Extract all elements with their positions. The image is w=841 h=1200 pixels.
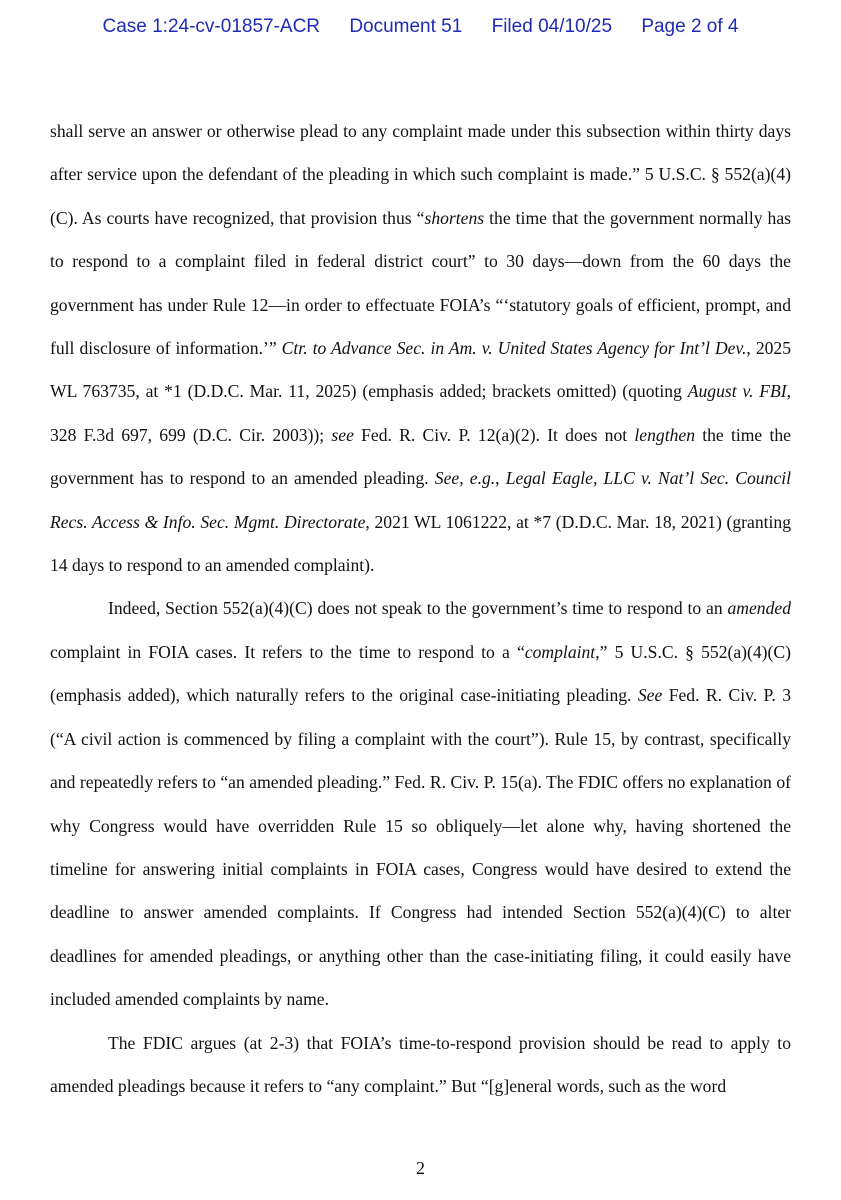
italic-text: complaint bbox=[524, 641, 596, 662]
text-run: Fed. R. Civ. P. 3 (“A civil action is commenced by filing a complaint with the court”). Rule 15, by contrast, specifically and repeatedly refers to “an amended pleading.” Fed. R. Civ. P. 15(a). The FDIC offers no explanation of why Congress would have overridden Rule 15 so obliquely—let alone why, having shortened the timeline for answering initial complaints in FOIA cases, Congress would have desired to extend the deadline to answer amended complaints. If Congress had intended Section 552(a)(4)(C) to alter deadlines for amended pleadings, or anything other than the case-initiating filing, it could easily have included amended complaints by name. bbox=[50, 685, 791, 1010]
filed-date: Filed 04/10/25 bbox=[491, 16, 613, 37]
page-number: 2 bbox=[416, 1158, 425, 1178]
italic-text: Ctr. to Advance Sec. in Am. v. United States Agency for Int’l Dev. bbox=[281, 338, 747, 359]
text-run: , bbox=[495, 468, 506, 489]
paragraph bbox=[50, 110, 791, 587]
ecf-header bbox=[0, 16, 841, 38]
text-run: , 328 F.3d 697, 699 (D.C. Cir. 2003)); bbox=[50, 381, 791, 445]
text-run: , 2025 WL 763735, at *1 (D.D.C. Mar. 11, 2025) (emphasis added; brackets omitted) (quoting bbox=[50, 338, 792, 402]
text-run: the time that the government normally has to respond to a complaint filed in federal district court” to 30 days—down from the 60 days the government has under Rule 12—in order to effectuate FOIA’s “‘statutory goals of efficient, prompt, and full disclosure of information.’” bbox=[50, 207, 791, 359]
document-body bbox=[50, 110, 791, 1108]
text-run: complaint in FOIA cases. It refers to the time to respond to a “ bbox=[50, 641, 525, 662]
paragraph bbox=[50, 587, 791, 1021]
italic-text: lengthen bbox=[634, 424, 695, 445]
text-run: Indeed, Section 552(a)(4)(C) does not speak to the government’s time to respond to an bbox=[108, 598, 728, 619]
italic-text: amended bbox=[727, 598, 791, 619]
italic-text: August v. FBI bbox=[687, 381, 787, 402]
italic-text: Legal Eagle, LLC v. Nat’l Sec. Council Recs. Access & Info. Sec. Mgmt. Directorate bbox=[50, 468, 791, 532]
case-number: Case 1:24-cv-01857-ACR bbox=[102, 16, 321, 37]
text-run: Fed. R. Civ. P. 12(a)(2). It does not bbox=[353, 424, 635, 445]
italic-text: See bbox=[637, 685, 663, 706]
page-indicator: Page 2 of 4 bbox=[641, 16, 739, 37]
document-number: Document 51 bbox=[349, 16, 463, 37]
text-run: shall serve an answer or otherwise plead to any complaint made under this subsection within thirty days after service upon the defendant of the pleading in which such complaint is made.” 5 U.S.C. § 552(a)(4)(C). As courts have recognized, that provision thus “ bbox=[50, 121, 791, 228]
paragraph bbox=[50, 1022, 791, 1109]
text-run: The FDIC argues (at 2-3) that FOIA’s time-to-respond provision should be read to apply to amended pleadings because it refers to “any complaint.” But “[g]eneral words, such as the word bbox=[50, 1032, 791, 1096]
text-run: ,” 5 U.S.C. § 552(a)(4)(C) (emphasis added), which naturally refers to the original case-initiating pleading. bbox=[50, 641, 791, 706]
italic-text: See, e.g. bbox=[434, 468, 496, 489]
text-run: , 2021 WL 1061222, at *7 (D.D.C. Mar. 18, 2021) (granting 14 days to respond to an amended complaint). bbox=[50, 511, 791, 576]
italic-text: shortens bbox=[424, 207, 485, 228]
italic-text: see bbox=[331, 424, 354, 445]
text-run: the time the government has to respond to an amended pleading. bbox=[50, 424, 791, 489]
